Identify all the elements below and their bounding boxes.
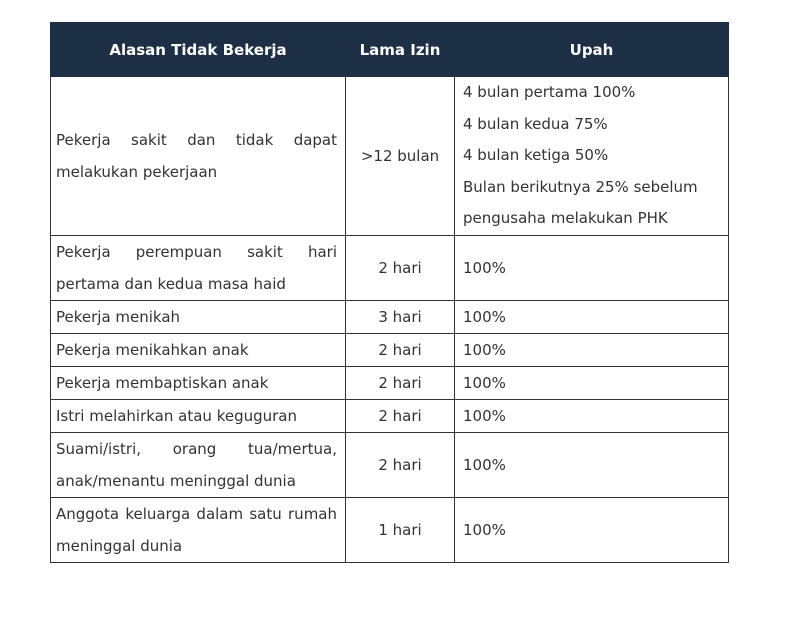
- pay-line: 4 bulan ketiga 50%: [463, 146, 609, 164]
- table-row: [51, 432, 729, 497]
- pay-cell: 100%: [455, 432, 729, 497]
- reason-cell: Anggota keluarga dalam satu rumah meninggal dunia: [51, 497, 346, 562]
- pay-cell: [455, 77, 729, 236]
- table-row: [51, 333, 729, 366]
- table-row: [51, 300, 729, 333]
- header-duration: Lama Izin: [346, 23, 455, 77]
- table-row: [51, 235, 729, 300]
- table-row: [51, 366, 729, 399]
- duration-cell: 3 hari: [346, 300, 455, 333]
- table-header: [51, 23, 729, 77]
- pay-cell: 100%: [455, 300, 729, 333]
- pay-line: 4 bulan kedua 75%: [463, 114, 608, 133]
- leave-pay-table-container: [50, 22, 728, 563]
- reason-cell: Suami/istri, orang tua/mertua, anak/menantu meninggal dunia: [51, 432, 346, 497]
- duration-cell: 2 hari: [346, 235, 455, 300]
- header-row: [51, 23, 729, 77]
- leave-pay-table: [50, 22, 729, 563]
- duration-cell: 2 hari: [346, 399, 455, 432]
- pay-cell: 100%: [455, 333, 729, 366]
- pay-line: Bulan berikutnya 25% sebelum pengusaha melakukan PHK: [463, 177, 698, 227]
- pay-cell: 100%: [455, 497, 729, 562]
- duration-cell: >12 bulan: [346, 77, 455, 236]
- pay-cell: 100%: [455, 366, 729, 399]
- duration-cell: 2 hari: [346, 432, 455, 497]
- duration-cell: 2 hari: [346, 366, 455, 399]
- table-row: [51, 399, 729, 432]
- header-reason: Alasan Tidak Bekerja: [51, 23, 346, 77]
- duration-cell: 2 hari: [346, 333, 455, 366]
- table-row: [51, 497, 729, 562]
- header-pay: Upah: [455, 23, 729, 77]
- reason-cell: Pekerja perempuan sakit hari pertama dan kedua masa haid: [51, 235, 346, 300]
- pay-cell: 100%: [455, 235, 729, 300]
- reason-cell: Pekerja membaptiskan anak: [51, 366, 346, 399]
- reason-cell: Pekerja sakit dan tidak dapat melakukan pekerjaan: [51, 77, 346, 236]
- reason-cell: Pekerja menikah: [51, 300, 346, 333]
- reason-cell: Istri melahirkan atau keguguran: [51, 399, 346, 432]
- table-row: [51, 77, 729, 236]
- table-body: [51, 77, 729, 563]
- pay-line: 4 bulan pertama 100%: [463, 83, 636, 101]
- duration-cell: 1 hari: [346, 497, 455, 562]
- pay-cell: 100%: [455, 399, 729, 432]
- reason-cell: Pekerja menikahkan anak: [51, 333, 346, 366]
